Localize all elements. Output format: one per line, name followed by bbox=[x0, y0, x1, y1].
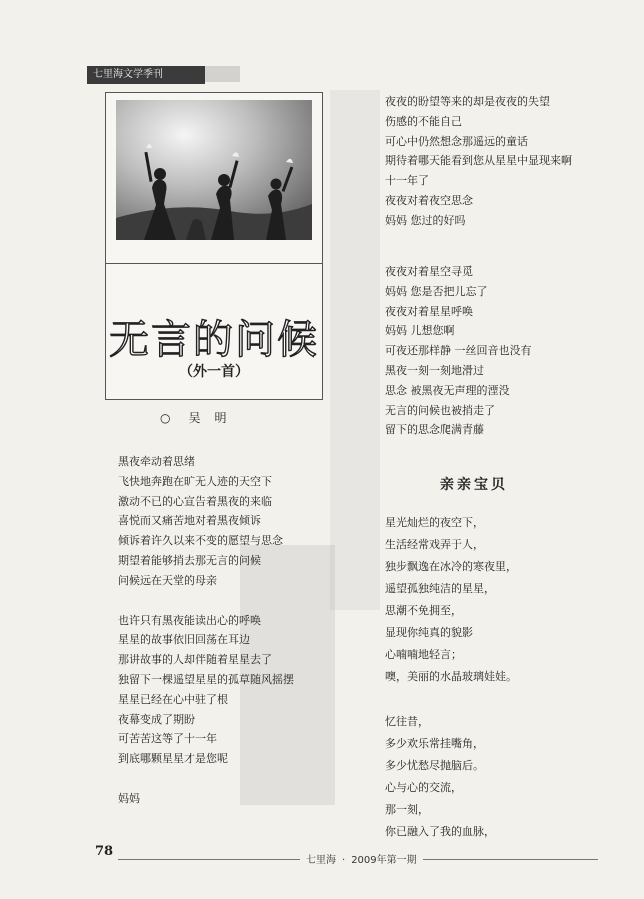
poem-line: 夜夜的盼望等来的却是夜夜的失望 bbox=[385, 95, 550, 108]
poem-line: 可心中仍然想念那遥远的童话 bbox=[385, 134, 528, 148]
poem-line: 生活经常戏弄于人， bbox=[385, 538, 484, 551]
poem-line: 妈妈 您是否把儿忘了 bbox=[385, 284, 488, 298]
poem-line: 到底哪颗星星才是您呢 bbox=[118, 752, 228, 766]
poem-line: 黑夜一刻一刻地滑过 bbox=[385, 363, 484, 377]
poem-line: 可苦苦这等了十一年 bbox=[118, 732, 217, 746]
poem-line: 那一刻， bbox=[385, 803, 429, 816]
stanza-gap bbox=[118, 769, 294, 789]
poem-line: 黑夜牵动着思绪 bbox=[118, 455, 195, 468]
title-box bbox=[105, 92, 323, 400]
poem-title: 无言的问候 bbox=[109, 317, 319, 363]
poem-line: 思潮不免拥至， bbox=[385, 604, 462, 617]
poem-line: 十一年了 bbox=[385, 174, 429, 188]
poem-line: 遥望孤独纯洁的星星， bbox=[385, 582, 495, 595]
poem-line: 多少欢乐常挂嘴角， bbox=[385, 737, 484, 750]
poem-line: 妈妈 儿想您啊 bbox=[385, 324, 455, 338]
poem-left-column bbox=[118, 452, 294, 809]
poem-line: 多少忧愁尽抛脑后。 bbox=[385, 759, 484, 772]
footer-journal: 七里海 bbox=[306, 855, 336, 866]
poem-line: 心喃喃地轻言； bbox=[385, 648, 462, 661]
poem-subtitle: （外一首） bbox=[179, 364, 249, 380]
torch-runners-icon bbox=[116, 100, 312, 240]
poem-line: 也许只有黑夜能读出心的呼唤 bbox=[118, 613, 261, 627]
show-through-shadow bbox=[200, 66, 240, 82]
poem-line: 妈妈 您过的好吗 bbox=[385, 213, 466, 227]
poem-line: 星光灿烂的夜空下， bbox=[385, 516, 484, 529]
poem-line: 夜夜对着夜空思念 bbox=[385, 193, 473, 207]
title-divider-line bbox=[106, 263, 322, 264]
author-circle-icon: ○ bbox=[160, 411, 171, 425]
poem-right-column-top bbox=[385, 92, 572, 231]
footer-issue-number: 2009年第一期 bbox=[351, 855, 417, 866]
poem-line: 噢，美丽的水晶玻璃娃娃。 bbox=[385, 670, 517, 683]
poem-line: 伤感的不能自己 bbox=[385, 114, 462, 128]
poem-line: 忆往昔， bbox=[385, 715, 429, 728]
poem-line: 心与心的交流， bbox=[385, 781, 462, 794]
poem-line: 夜夜对着星空寻觅 bbox=[385, 265, 473, 278]
poem-line: 那讲故事的人却伴随着星星去了 bbox=[118, 653, 272, 667]
stanza-gap bbox=[118, 591, 294, 611]
poem-line: 激动不已的心宣告着黑夜的来临 bbox=[118, 494, 272, 508]
poem-line: 妈妈 bbox=[118, 791, 140, 805]
poem-line: 可夜还那样静 一丝回音也没有 bbox=[385, 344, 532, 358]
poem-line: 独留下一棵遥望星星的孤草随风摇摆 bbox=[118, 672, 294, 686]
poem-line: 独步飘逸在冰冷的寒夜里， bbox=[385, 560, 517, 573]
poem-line: 夜夜对着星星呼唤 bbox=[385, 304, 473, 318]
poem-line: 夜幕变成了期盼 bbox=[118, 712, 195, 726]
poem-line: 期待着哪天能看到您从星星中显现来啊 bbox=[385, 154, 572, 168]
author-name: 吴明 bbox=[188, 411, 241, 425]
poem-line: 思念 被黑夜无声理的湮没 bbox=[385, 383, 510, 397]
show-through-shadow bbox=[330, 90, 380, 610]
footer-separator: · bbox=[342, 855, 346, 866]
footer-issue bbox=[300, 851, 423, 866]
poem-line: 倾诉着许久以来不变的愿望与思念 bbox=[118, 534, 283, 548]
page-number: 78 bbox=[95, 844, 114, 859]
poem-line: 飞快地奔跑在旷无人迹的天空下 bbox=[118, 474, 272, 488]
poem-line: 喜悦而又痛苦地对着黑夜倾诉 bbox=[118, 514, 261, 528]
poem-line: 留下的思念爬满青藤 bbox=[385, 423, 484, 437]
poem-right-column-bottom bbox=[385, 262, 532, 440]
author-line bbox=[160, 409, 241, 426]
poem-line: 无言的问候也被捎走了 bbox=[385, 403, 495, 417]
stanza-gap bbox=[385, 688, 517, 711]
poem-line: 你已融入了我的血脉， bbox=[385, 825, 495, 838]
torch-runners-photo bbox=[116, 100, 312, 240]
journal-header-tab: 七里海文学季刊 bbox=[87, 66, 205, 84]
poem-line: 显现你纯真的貌影 bbox=[385, 626, 473, 639]
second-poem-title: 亲亲宝贝 bbox=[440, 477, 508, 493]
poem-line: 星星的故事依旧回荡在耳边 bbox=[118, 633, 250, 647]
poem-line: 期望着能够捎去那无言的问候 bbox=[118, 553, 261, 567]
poem-line: 星星已经在心中驻了根 bbox=[118, 692, 228, 706]
poem-line: 问候远在天堂的母亲 bbox=[118, 573, 217, 587]
second-poem-body bbox=[385, 512, 517, 843]
